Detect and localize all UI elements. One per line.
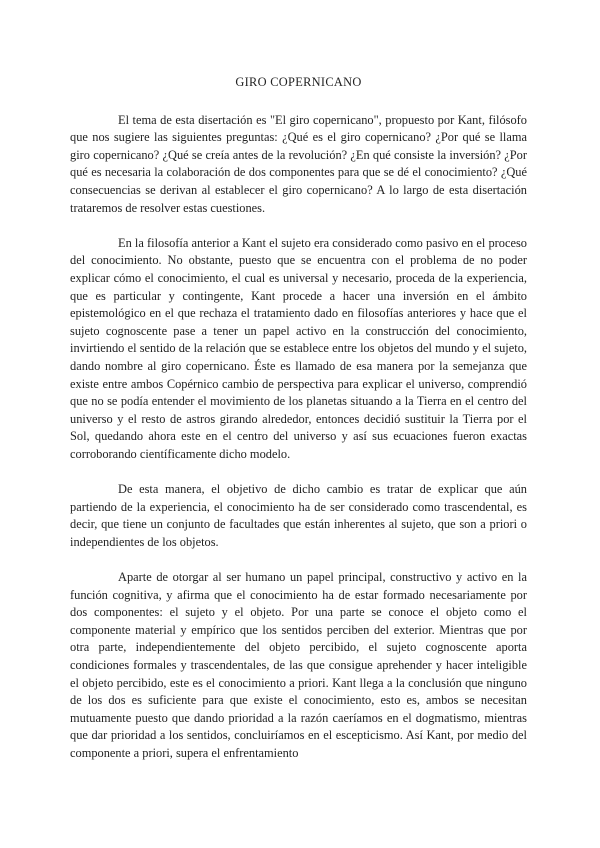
paragraph-components: Aparte de otorgar al ser humano un papel principal, constructivo y activo en la función cognitiva, y afirma que el conocimiento ha de estar formado necesariamente por dos componentes: el sujeto y el objeto. Por una parte se conoce el objeto como el componente material y empírico que los sentidos perciben del exterior. Mientras que por otra parte, independientemente del objeto percibido, el sujeto cognoscente aporta condiciones formales y trascendentales, de las que consigue aprehender y hacer inteligible el objeto percibido, este es el conocimiento a priori. Kant llega a la conclusión que ninguno de los dos es suficiente para que existe el conocimiento, esto es, ambos se necesitan mutuamente puesto que dando prioridad a la razón caeríamos en el dogmatismo, mientras que dar prioridad a los sentidos, concluiríamos en el escepticismo. Así Kant, por medio del componente a priori, supera el enfrentamiento xyxy=(70,570,527,760)
paragraph-kant-inversion: En la filosofía anterior a Kant el sujeto era considerado como pasivo en el proceso del conocimiento. No obstante, puesto que se encuentra con el problema de no poder explicar cómo el conocimiento, el cual es universal y necesario, proceda de la experiencia, que es particular y contingente, Kant procede a hacer una inversión en el ámbito epistemológico en el que rechaza el tratamiento dado en filosofías anteriores y hace que el sujeto cognoscente pase a tener un papel activo en la construcción del conocimiento, invirtiendo el sentido de la relación que se establece entre los objetos del mundo y el sujeto, dando nombre al giro copernicano. Éste es llamado de esa manera por la semejanza que existe entre ambos Copérnico cambio de perspectiva para explicar el universo, comprendió que no se podía entender el movimiento de los planetas situando a la Tierra en el centro del universo y el resto de astros girando alrededor, entonces decidió sustituir la Tierra por el Sol, quedando ahora este en el centro del universo y así sus ecuaciones fueron exactas corroborando científicamente dicho modelo. xyxy=(70,235,527,461)
paragraph-objective: De esta manera, el objetivo de dicho cambio es tratar de explicar que aún partiendo de la experiencia, el conocimiento ha de ser considerado como trascendental, es decir, que tiene un conjunto de facultades que están inherentes al sujeto, que son a priori o independientes de los objetos. xyxy=(70,482,527,549)
paragraph-introduction: El tema de esta disertación es "El giro copernicano", propuesto por Kant, filósofo que nos sugiere las siguientes preguntas: ¿Qué es el giro copernicano? ¿Por qué se llama giro copernicano? ¿Qué se creía antes de la revolución? ¿En qué consiste la inversión? ¿Por qué es necesaria la colaboración de dos componentes para que se dé el conocimiento? ¿Qué consecuencias se derivan al establecer el giro copernicano? A lo largo de esta disertación trataremos de resolver estas cuestiones. xyxy=(70,112,527,215)
document-title: GIRO COPERNICANO xyxy=(235,75,362,89)
